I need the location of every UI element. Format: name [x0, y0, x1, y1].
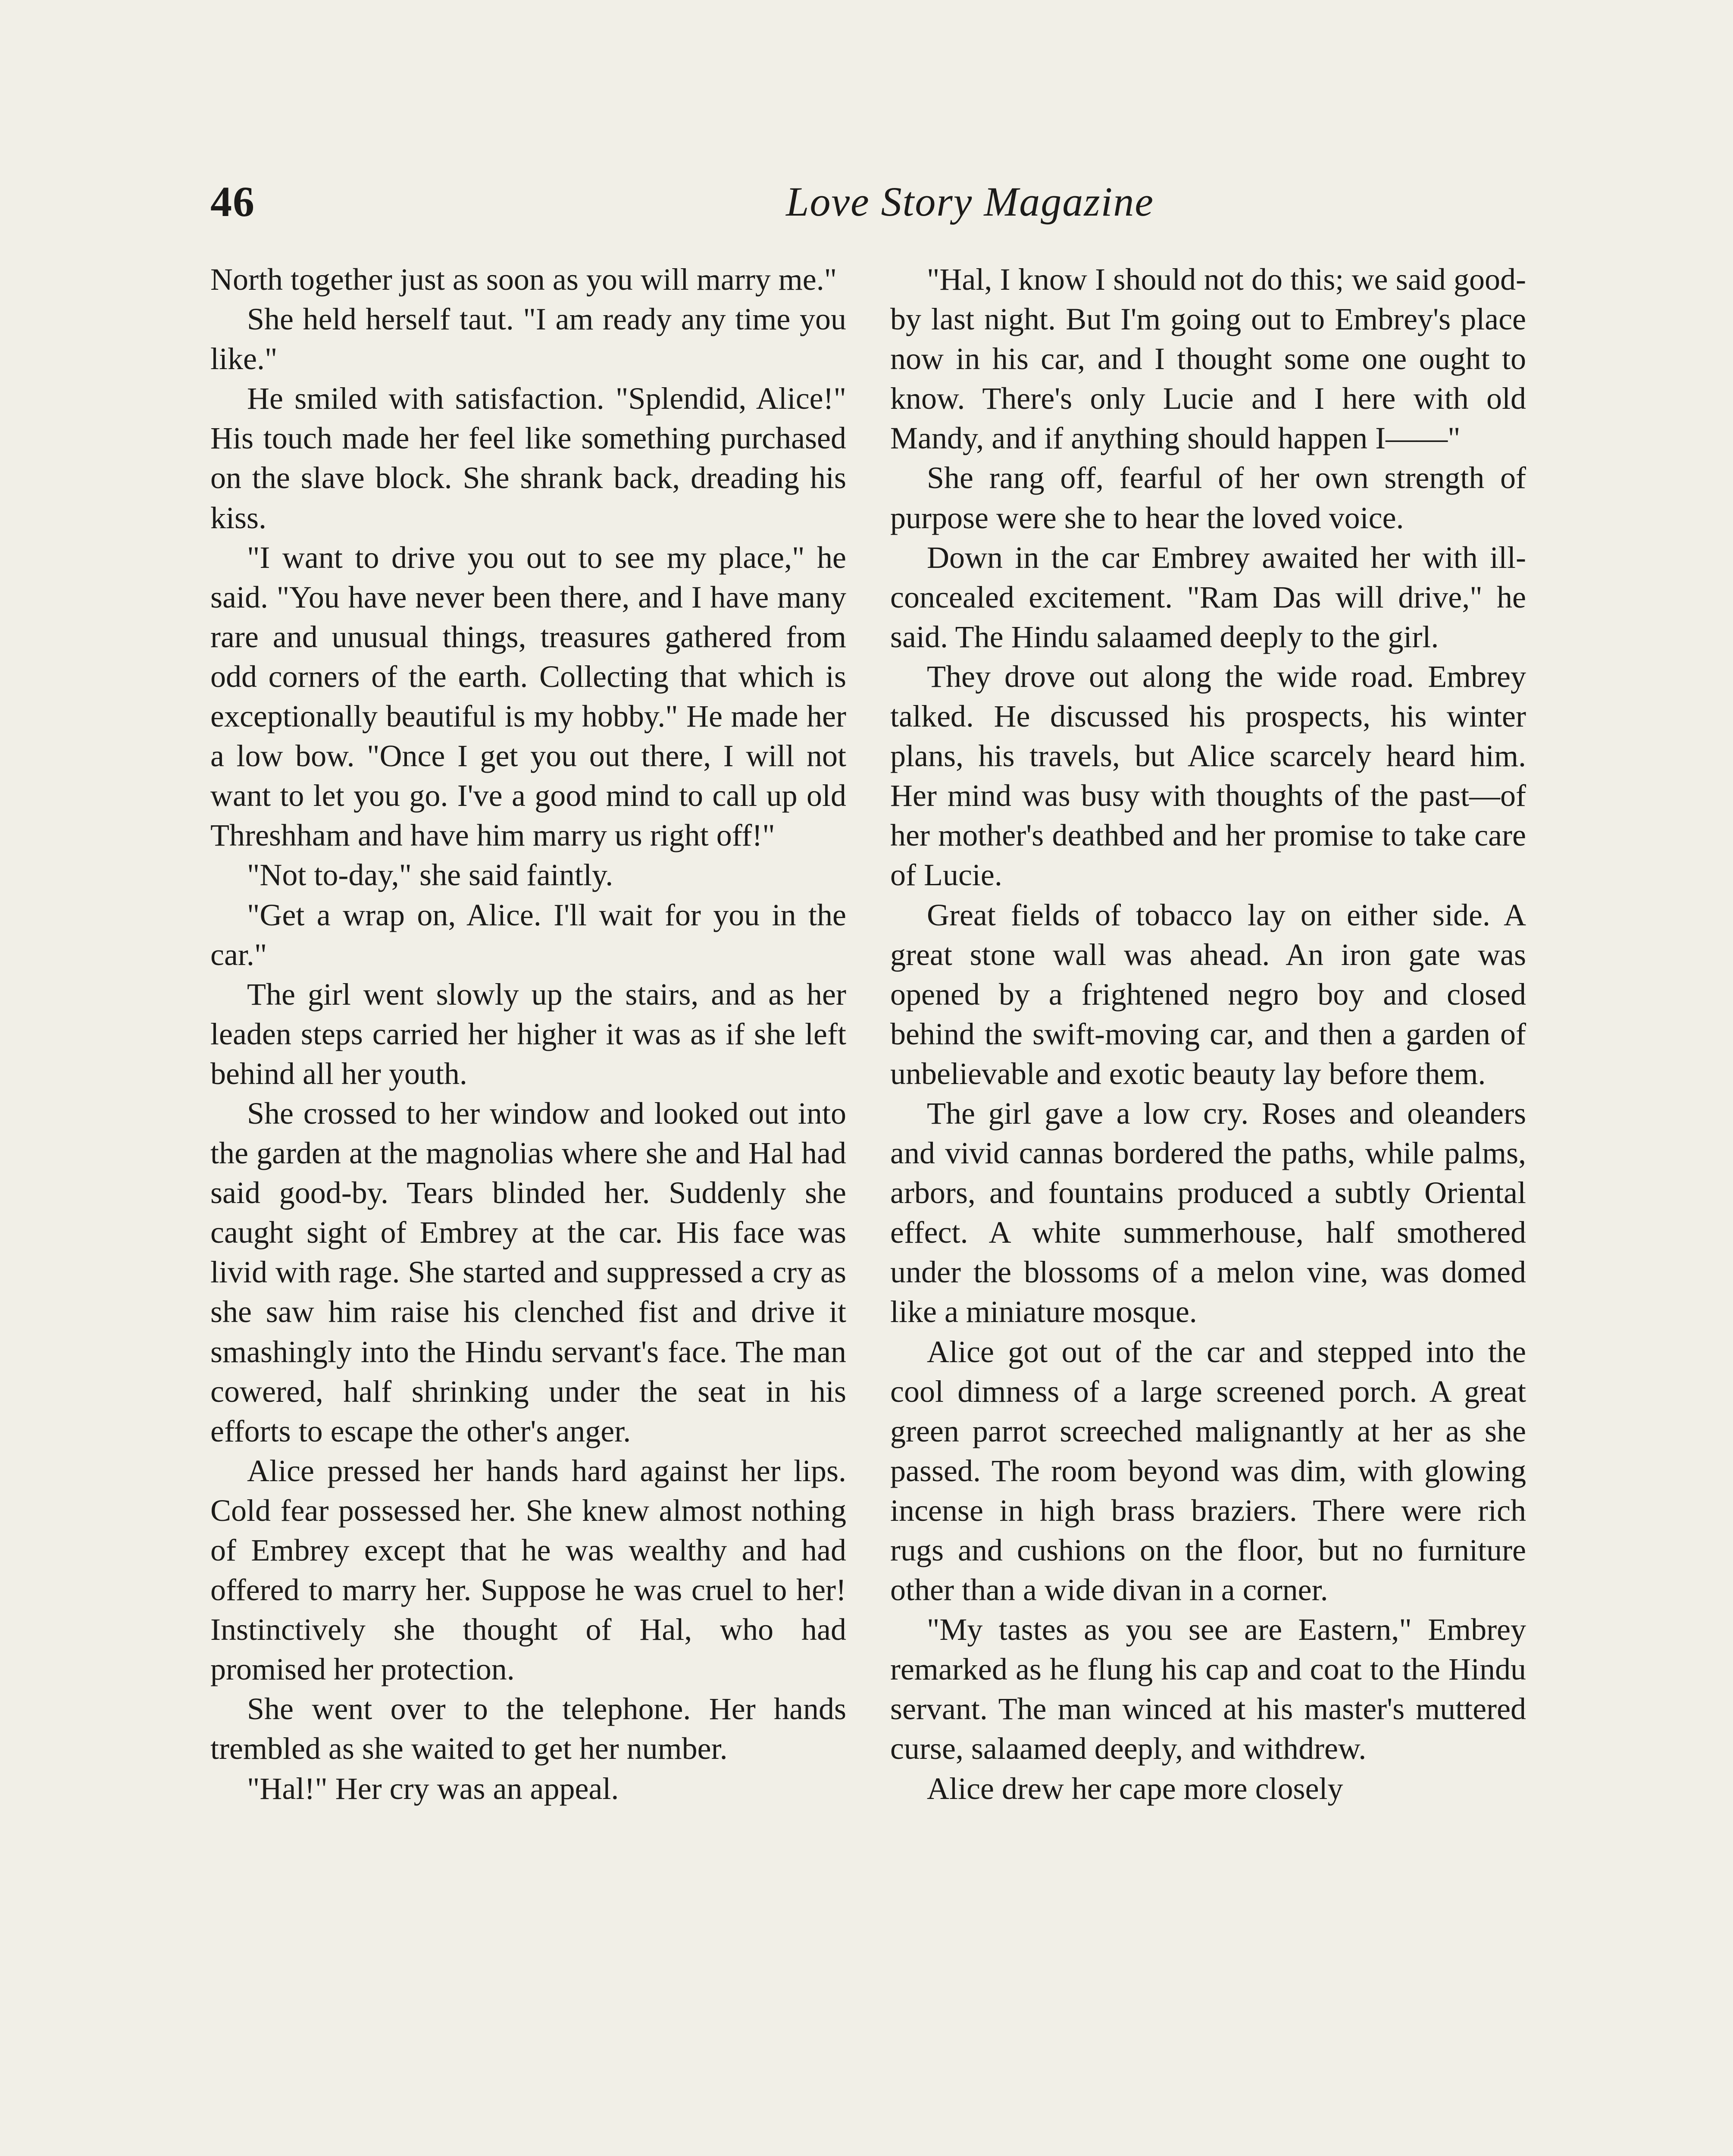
paragraph: "Get a wrap on, Alice. I'll wait for you in the car.": [210, 897, 846, 972]
paragraph: The girl gave a low cry. Roses and oleanders and vivid cannas bordered the paths, while palms, arbors, and fountains produced a subtly Oriental effect. A white summerhouse, half smothered under the blossoms of a melon vine, was domed like a miniature mosque.: [890, 1096, 1526, 1329]
paragraph: He smiled with satisfaction. "Splendid, Alice!" His touch made her feel like something purchased on the slave block. She shrank back, dreading his kiss.: [210, 381, 846, 535]
paragraph: They drove out along the wide road. Embrey talked. He discussed his prospects, his winter plans, his travels, but Alice scarcely heard him. Her mind was busy with thoughts of the past—of her mother's deathbed and her promise to take care of Lucie.: [890, 659, 1526, 893]
paragraph: "Hal!" Her cry was an appeal.: [247, 1771, 619, 1806]
paragraph: She rang off, fearful of her own strength of purpose were she to hear the loved voice.: [890, 461, 1526, 535]
paragraph: She crossed to her window and looked out into the garden at the magnolias where she and Hal had said good-by. Tears blinded her. Suddenly she caught sight of Embrey at the car. His face was livid with rage. She started and suppressed a cry as she saw him raise his clenched fist and drive it smashingly into the Hindu servant's face. The man cowered, half shrinking under the seat in his efforts to escape the other's anger.: [210, 1096, 846, 1448]
paragraph: Alice got out of the car and stepped into the cool dimness of a large screened porch. A great green parrot screeched malignantly at her as she passed. The room beyond was dim, with glowing incense in high brass braziers. There were rich rugs and cushions on the floor, but no furniture other than a wide divan in a corner.: [890, 1334, 1526, 1608]
running-head: Love Story Magazine: [786, 179, 1154, 225]
paragraph: "I want to drive you out to see my place," he said. "You have never been there, and I have many rare and unusual things, treasures gathered from odd corners of the earth. Collecting that which is exceptionally beautiful is my hobby." He made her a low bow. "Once I get you out there, I will not want to let you go. I've a good mind to call up old Threshham and have him marry us right off!": [210, 540, 846, 853]
paragraph: "Hal, I know I should not do this; we said good-by last night. But I'm going out to Embrey's place now in his car, and I thought some one ought to know. There's only Lucie and I here with old Mandy, and if anything should happen I——": [890, 262, 1526, 456]
paragraph: "My tastes as you see are Eastern," Embrey remarked as he flung his cap and coat to the Hindu servant. The man winced at his master's muttered curse, salaamed deeply, and withdrew.: [890, 1612, 1526, 1766]
right-column: [890, 260, 1526, 1808]
paragraph: North together just as soon as you will marry me.": [210, 262, 837, 297]
paragraph: Down in the car Embrey awaited her with ill-concealed excitement. "Ram Das will drive," he said. The Hindu salaamed deeply to the girl.: [890, 540, 1526, 654]
paragraph: Alice pressed her hands hard against her lips. Cold fear possessed her. She knew almost nothing of Embrey except that he was wealthy and had offered to marry her. Suppose he was cruel to her! Instinctively she thought of Hal, who had promised her protection.: [210, 1453, 846, 1687]
left-column: [210, 260, 846, 1808]
page-number: 46: [210, 178, 255, 226]
paragraph: "Not to-day," she said faintly.: [247, 858, 613, 893]
paragraph: She went over to the telephone. Her hands trembled as she waited to get her number.: [210, 1692, 846, 1766]
paragraph: Great fields of tobacco lay on either side. A great stone wall was ahead. An iron gate was opened by a frightened negro boy and closed behind the swift-moving car, and then a garden of unbelievable and exotic beauty lay before them.: [890, 897, 1526, 1091]
paragraph: The girl went slowly up the stairs, and as her leaden steps carried her higher it was as if she left behind all her youth.: [210, 977, 846, 1091]
paragraph: She held herself taut. "I am ready any time you like.": [210, 302, 846, 376]
paragraph: Alice drew her cape more closely: [927, 1771, 1343, 1806]
